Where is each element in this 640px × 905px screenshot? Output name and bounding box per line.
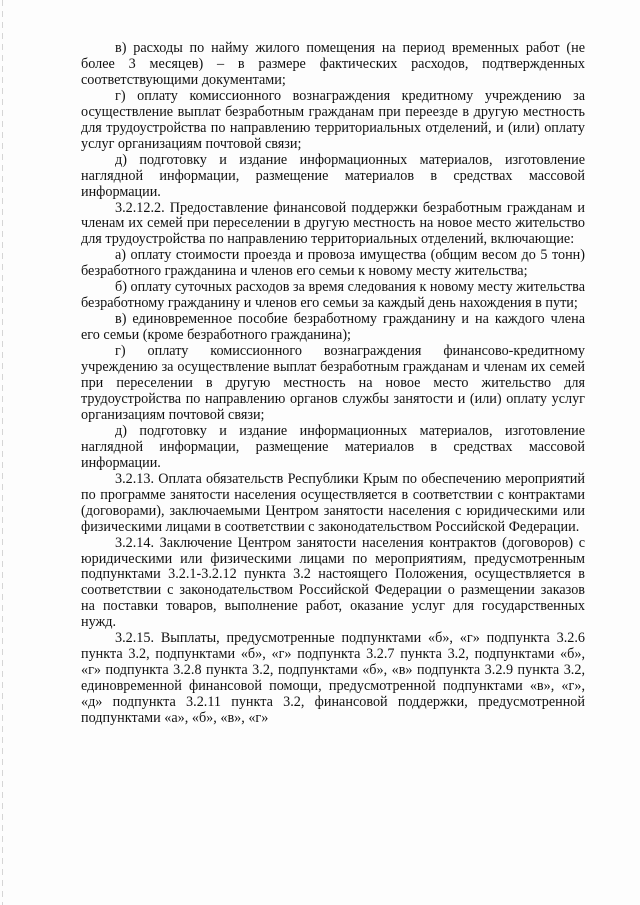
paragraph-3-2-12-2: 3.2.12.2. Предоставление финансовой поддержки безработным гражданам и членам их семей при переселении в другую местность на новое место жительство для трудоустройства по направлению территориальных отделений, включающие: [81, 199, 585, 248]
paragraph-3-2-12-2-v: в) единовременное пособие безработному гражданину и на каждого члена его семьи (кроме безработного гражданина); [81, 311, 585, 344]
paragraph-3-2-15: 3.2.15. Выплаты, предусмотренные подпунктами «б», «г» подпункта 3.2.6 пункта 3.2, подпунктами «б», «г» подпункта 3.2.7 пункта 3.2, подпунктами «б», «г» подпункта 3.2.8 пункта 3.2, подпунктами «б», «в» подпункта 3.2.9 пункта 3.2, единовременной финансовой помощи, предусмотренной подпунктами «в», «г», «д» подпункта 3.2.11 пункта 3.2, финансовой поддержки, предусмотренной подпунктами «а», «б», «в», «г» [81, 630, 585, 727]
paragraph-3-2-14: 3.2.14. Заключение Центром занятости населения контрактов (договоров) с юридическими или физическими лицами по мероприятиям, предусмотренным подпунктами 3.2.1-3.2.12 пункта 3.2 настоящего Положения, осуществляется в соответствии с законодательством Российской Федерации о размещении заказов на поставки товаров, выполнение работ, оказание услуг для государственных нужд. [81, 534, 585, 631]
document-body [81, 41, 585, 727]
scan-edge-mark [2, 0, 3, 905]
paragraph-3-2-12-2-a: а) оплату стоимости проезда и провоза имущества (общим весом до 5 тонн) безработного гражданина и членов его семьи к новому месту жительства; [81, 247, 585, 280]
paragraph-3-2-12-2-b: б) оплату суточных расходов за время следования к новому месту жительства безработному гражданину и членов его семьи за каждый день нахождения в пути; [81, 279, 585, 312]
paragraph-3-2-12-2-d: д) подготовку и издание информационных материалов, изготовление наглядной информации, размещение материалов в средствах массовой информации. [81, 422, 585, 471]
paragraph-3-2-12-2-g: г) оплату комиссионного вознаграждения финансово-кредитному учреждению за осуществление выплат безработным гражданам и членам их семей при переселении в другую местность на новое место жительство для трудоустройства по направлению органов службы занятости и (или) оплату услуг организациям почтовой связи; [81, 343, 585, 423]
paragraph-3-2-12-1-d: д) подготовку и издание информационных материалов, изготовление наглядной информации, размещение материалов в средствах массовой информации. [81, 151, 585, 200]
paragraph-3-2-12-1-v: в) расходы по найму жилого помещения на период временных работ (не более 3 месяцев) – в размере фактических расходов, подтвержденных соответствующими документами; [81, 40, 585, 88]
paragraph-3-2-12-1-g: г) оплату комиссионного вознаграждения кредитному учреждению за осуществление выплат безработным гражданам при переезде в другую местность для трудоустройства по направлению территориальных отделений, и (или) оплату услуг организациям почтовой связи; [81, 87, 585, 152]
paragraph-3-2-13: 3.2.13. Оплата обязательств Республики Крым по обеспечению мероприятий по программе занятости населения осуществляется в соответствии с контрактами (договорами), заключаемыми Центром занятости населения с юридическими или физическими лицами в соответствии с законодательством Российской Федерации. [81, 470, 585, 535]
